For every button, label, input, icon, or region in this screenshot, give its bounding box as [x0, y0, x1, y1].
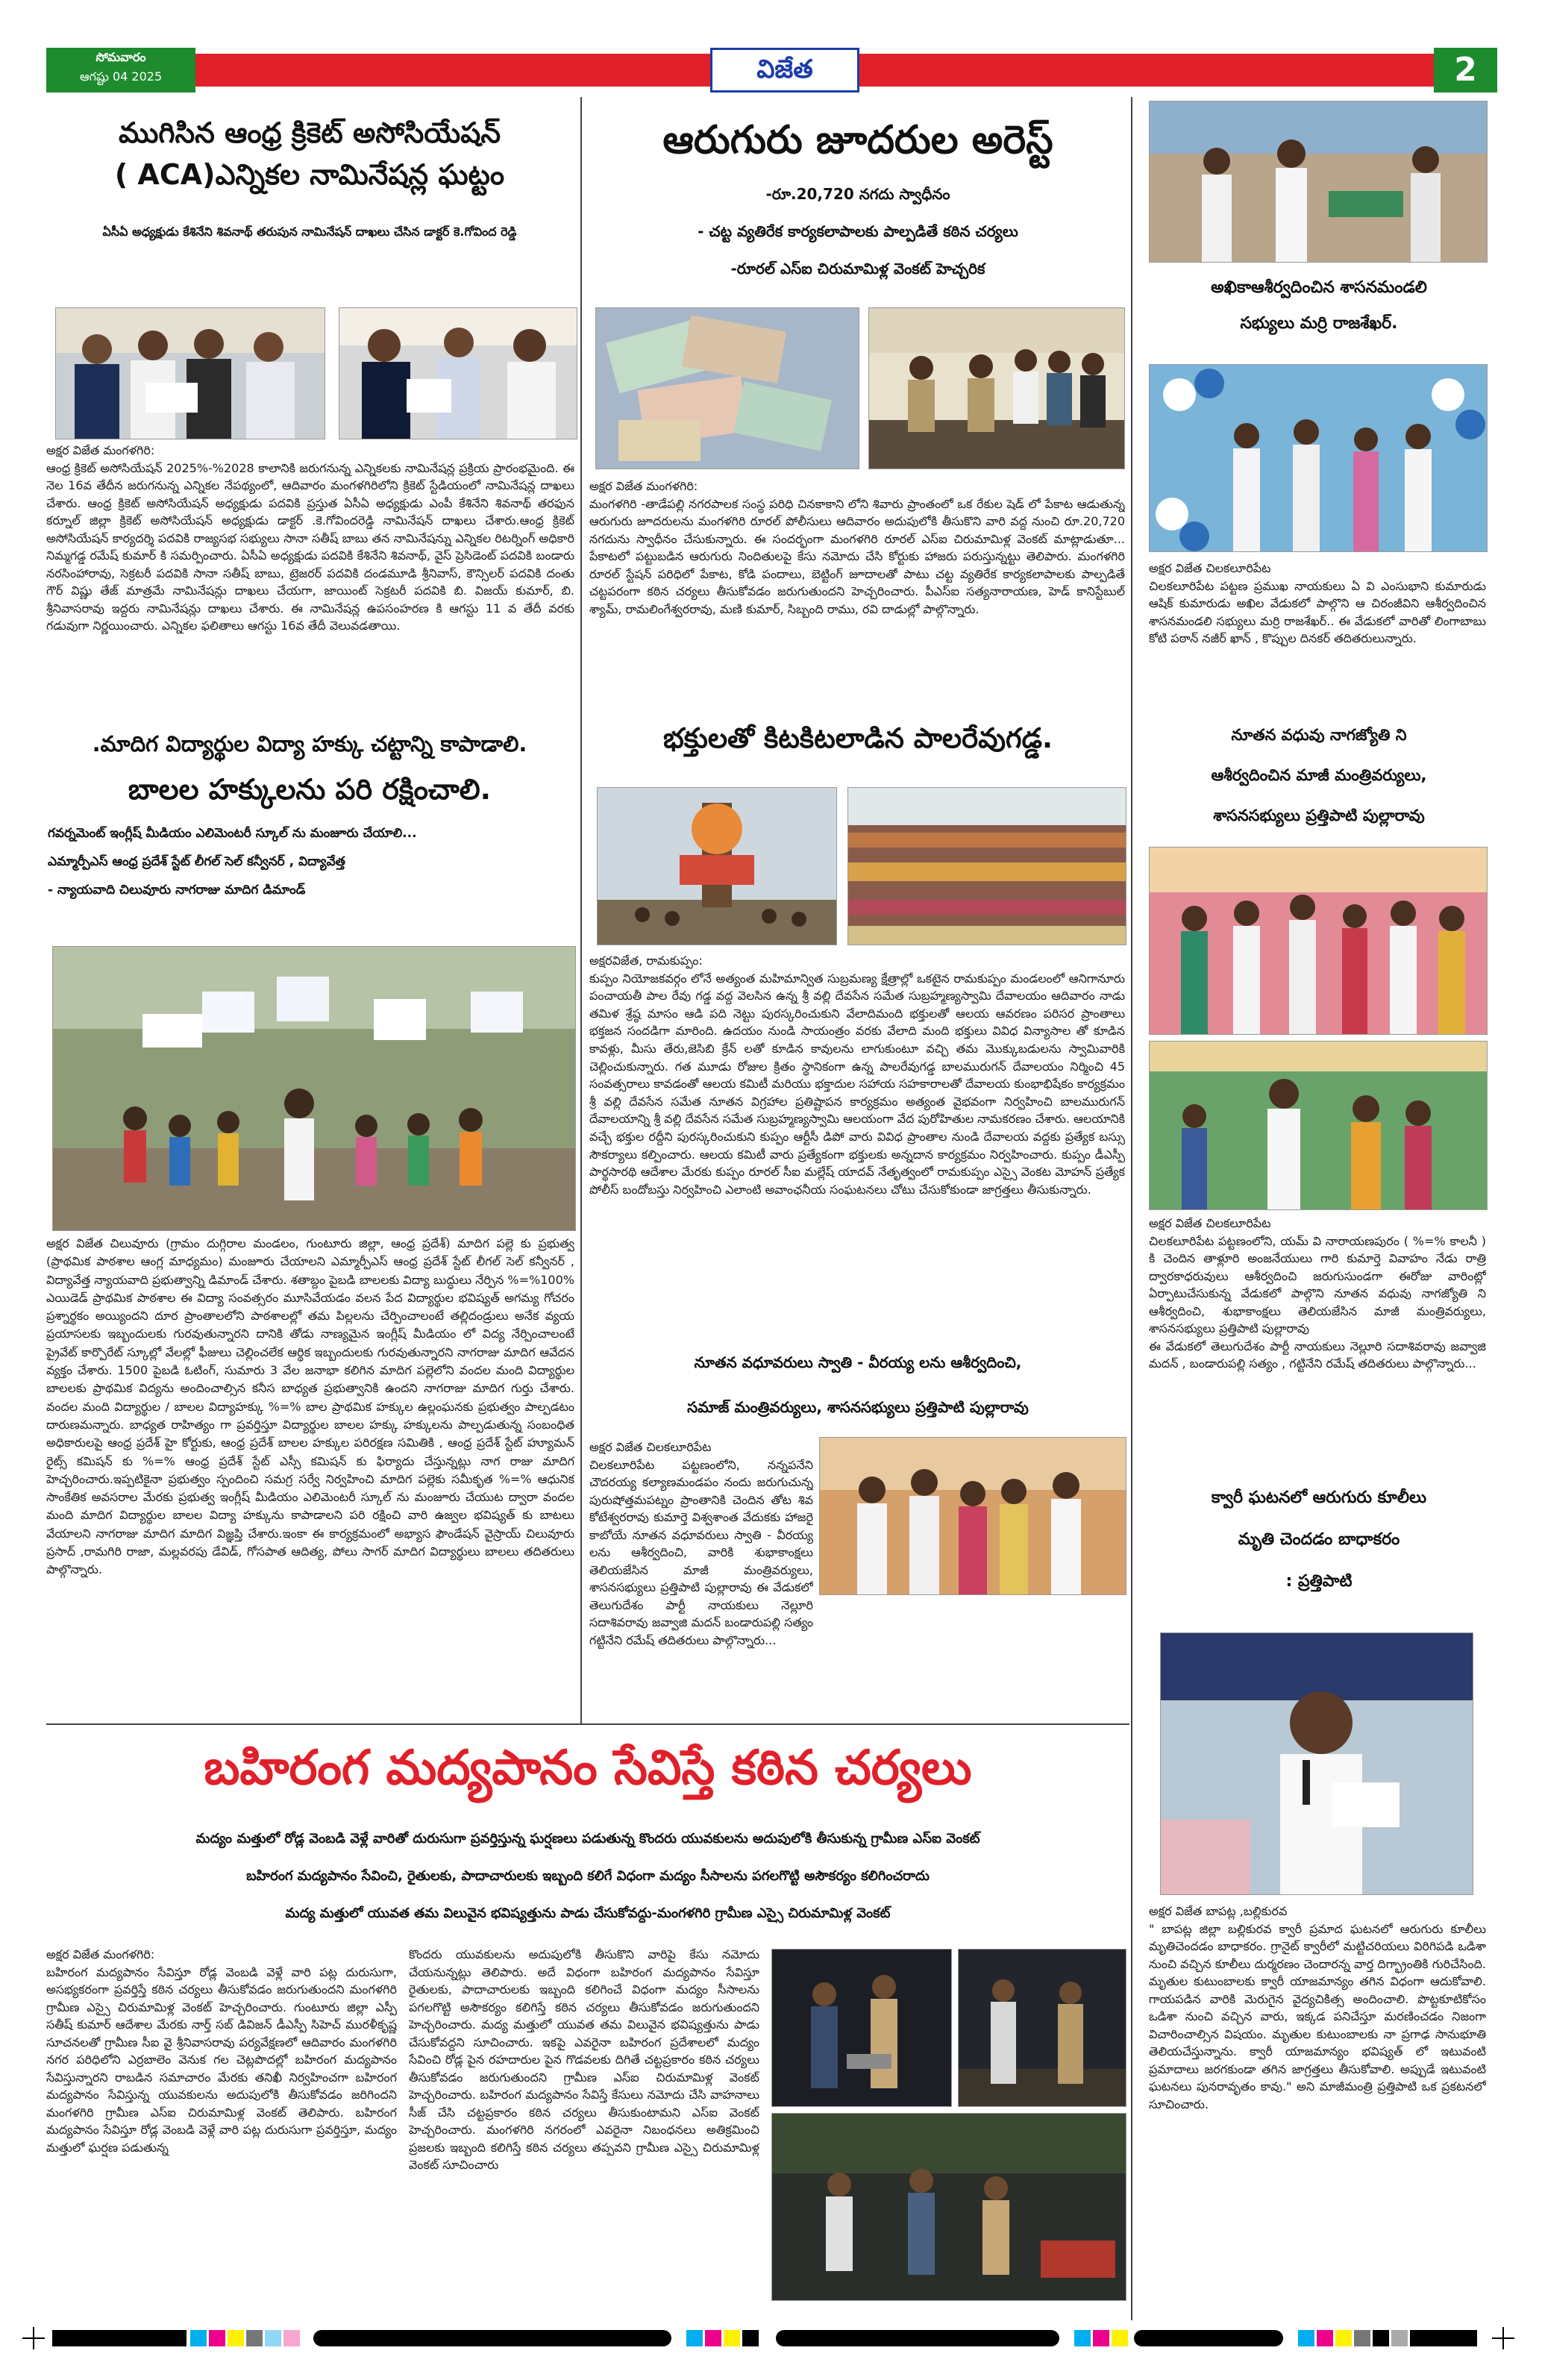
aca-subline: ఏసీఏ అధ్యక్షుడు కేశినేని శివనాథ్ తరుపున నామినేషన్ దాఖలు చేసిన డాక్టర్ కె.గోవింద రెడ్డి	[102, 225, 517, 239]
day-label: సోమవారం	[95, 50, 146, 64]
devotees-headline: భక్తులతో కిటకిటలాడిన పాలరేవుగడ్డ.	[662, 722, 1053, 754]
aca-body: అక్షర విజేత మంగళగిరి: ఆంధ్ర క్రికెట్ అసోసియేషన్ 2025%-%2028 కాలానికి జరుగనున్న ఎన్నికలకు నామినేషన్ల ప్రక్రియ ప్రారంభమైంది. ఈ నెల 16వ తేదీన జరుగనున్న ఎన్నికల నేపథ్యంలో, ఆదివారం మంగళగిరిలోని క్రికెట్ స్టేడియంలో నామినేషన్ల దాఖలు చేశారు. ఆంధ్ర క్రికెట్ అసోసియేషన్ అధ్యక్షుడు పదవికి ప్రస్తుత ఏసీఏ అధ్యక్షుడు ఎంపీ కేశినేని శివనాథ్ తరఫున కర్నూల్ జిల్లా క్రికెట్ అసోసియేషన్ అధ్యక్షుడు డాక్టర్ .కె.గోవిందరెడ్డి నామినేషన్ దాఖలు చేశారు.ఆంధ్ర క్రికెట్ అసోసియేషన్ కార్యదర్శి పదవికి రాజ్యసభ సభ్యులు సానా సతీష్ బాబు తన నామినేషన్ను ఎన్నికల రిటర్నింగ్ అధికారి నిమ్మగడ్డ రమేష్ కుమార్ కి సమర్పించారు. ఏసీఏ అధ్యక్షుడు పదవికి కేశినేని శివనాథ్, వైస్ ప్రెసిడెంట్ పదవికి బండారు నరసింహారావు, సెక్రటరీ పదవికి సానా సతీష్ బాబు, ట్రెజరర్ పదవికి దండమూడి శ్రీనివాస్, కౌన్సిలర్ పదవికి దంతు గౌర్ విష్ణు తేజ్ మాత్రమే నామినేషన్లు దాఖలు చేయగా, జాయింట్ సెక్రటరీ పదవికి బి. విజయ్ కుమార్, బి. శ్రీనివాసరావు ఇద్దరు నామినేషన్లు దాఖలు చేశారు. ఈ నామినేషన్ల ఉపసంహరణ కి ఆగస్టు 11 వ తేదీ వరకు గడువుగా నిర్ణయించారు. ఎన్నికల ఫలితాలు ఆగస్టు 16వ తేదీ వెలువడతాయి.	[46, 443, 574, 633]
couple-body-tail	[819, 1598, 1125, 1600]
logo	[710, 48, 859, 93]
page-number-box	[1434, 48, 1497, 93]
couple-caption-2: సమాజ్ మంత్రివర్యులు, శాసనసభ్యులు ప్రత్తిపాటి పుల్లారావు	[687, 1398, 1029, 1416]
gamblers-subheads: -రూ.20,720 నగదు స్వాధీనం - చట్ట వ్యతిరేక కార్యకలాపాలకు పాల్పడితే కఠిన చర్యలు -రూరల్ ఎస్ఐ చిరుమామిళ్ల వెంకట్ హెచ్చరిక	[698, 185, 1018, 278]
logo-text: విజేత	[756, 54, 813, 84]
aca-headline: ముగిసిన ఆంధ్ర క్రికెట్ అసోసియేషన్ ( ACA)ఎన్నికల నామినేషన్ల ఘట్టం	[114, 116, 505, 191]
liquor-body-col1: అక్షర విజేత మంగళగిరి: బహిరంగ మద్యపానం సేవిస్తూ రోడ్ల వెంబడి వెళ్లే వారి పట్ల దురుసుగా, అసభ్యకరంగా ప్రవర్తిస్తే కఠిన చర్యలు తీసుకోవడం జరుగుతుందని మంగళగిరి గ్రామీణ ఎస్సై చిరుమామిళ్ల వెంకట్ హెచ్చరించారు. గుంటూరు జిల్లా ఎస్పీ సతీష్ కుమార్ ఆదేశాల మేరకు నార్త్ సబ్ డివిజన్ డీఎస్పీ సిహెచ్ మురళీకృష్ణ సూచనలతో గ్రామీణ సీఐ వై శ్రీనివాసరావు పర్యవేక్షణలో ఆదివారం మంగళగిరి నగర పరిధిలోని ఎర్రబాలెం వెనుక గల చెట్లపొదల్లో బహిరంగ మద్యపానం సేవిస్తున్నారని రాబడిన సమాచారం మేరకు తనిఖీ నిర్వహించగా బహిరంగ మద్యపానం సేవిస్తున్న యువకులను అదుపులోకి తీసుకోవడం జరిగిందని మంగళగిరి గ్రామీణ ఎస్ఐ చిరుమామిళ్ల వెంకట్ తెలిపారు. బహిరంగ మద్యపానం సేవిస్తూ రోడ్ల వెంబడి వెళ్లే వారి పట్ల దురుసుగా ప్రవర్తిస్తూ, మద్యం మత్తులో ఘర్షణ పడుతున్న	[46, 1947, 397, 2155]
date-box	[46, 48, 195, 93]
bride-caption: నూతన వధువు నాగజ్యోతి ని ఆశీర్వదించిన మాజీ మంత్రివర్యులు, శాసనసభ్యులు ప్రత్తిపాటి పుల్లారావు	[1211, 726, 1427, 824]
date-label: ఆగష్టు 04 2025	[79, 69, 163, 84]
aca-photo-1	[55, 307, 325, 439]
bride-body: అక్షర విజేత చిలకలూరిపేట చిలకలూరిపేట పట్టణంలోని, యమ్ వి నారాయణపురం ( %=% కాలనీ ) కి చెందిన తాళ్లూరి అంజనేయులు గారి కుమార్తె వివాహం నేడు రాత్రి ద్వారకాధరువులు ఆశీర్వదించి జరుగుసుండగా ఈరోజు వారింట్లో ఏర్పాటుచేసుకున్న వేడుకలో పాల్గొని నూతన వధువు నాగజ్యోతి ని ఆశీర్వదించి, శుభాకాంక్షలు తెలియజేసిన మాజీ మంత్రివర్యులు, శాసనసభ్యులు ప్రత్తిపాటి పుల్లారావు ఈ వేడుకలో తెలుగుదేశం పార్టీ నాయకులు నెల్లూరి సదాశివరావు జవ్వాజి మదన్ , బండారుపల్లి సత్యం , గట్టినేని రమేష్ తదితరులు పాల్గొన్నారు...	[1149, 1216, 1486, 1371]
cash-seized-photo	[595, 307, 859, 469]
couple-body: అక్షర విజేత చిలకలూరిపేట చిలకలూరిపేట పట్టణంలోని, నన్నపనేని చౌదరయ్య కల్యాణమండపం నందు జరుగుచున్న పురుషోత్తమపట్నం ప్రాంతానికి చెందిన తోట శివ కోటేశ్వరరావు కుమార్తె విశ్వశాంత వేదుకకు హాజరై కాబోయే నూతన వధూవరులు స్వాతి - వీరయ్య లను ఆశీర్వదించి, వారికి శుభాకాంక్షలు తెలియజేసిన మాజీ మంత్రివర్యులు, శాసనసభ్యులు ప్రత్తిపాటి పుల్లారావు ఈ వేడుకలో తెలుగుదేశం పార్టీ నాయకులు నెల్లూరి సదాశివరావు జవ్వాజి మదన్ బండారుపల్లి సత్యం గట్టినేని రమేష్ తదితరులు పాల్గొన్నారు...	[589, 1440, 813, 1647]
liquor-headline: బహిరంగ మద్యపానం సేవిస్తే కఠిన చర్యలు	[204, 1741, 972, 1796]
quarry-body: అక్షర విజేత బాపట్ల ,బల్లికురవ " బాపట్ల జిల్లా బల్లికురవ క్వారీ ప్రమాద ఘటనలో ఆరుగురు కూలీలు మృతిచెందడం బాధాకరం. గ్రానైట్ క్వారీలో మట్టిచరియలు విరిగిపడి ఒడిశా నుంచి వచ్చిన కూలీలు దుర్మరణం చెందారన్న వార్త దిగ్భ్రాంతికి గురిచేసింది. మృతుల కుటుంబాలకు క్వారీ యాజమాన్యం తగిన విధంగా ఆదుకోవాలి. గాయపడిన వారికి మెరుగైన వైద్యచికిత్స అందించాలి. పొట్టకూటికోసం ఒడిశా నుంచి వచ్చిన వారు, ఇక్కడ పనిచేస్తూ మరణించడం నిజంగా విచారించాల్సిన విషయం. మృతుల కుటుంబాలకు నా ప్రగాఢ సానుభూతి తెలియచేస్తున్నాను. క్వారీ యాజమాన్యం భవిష్యత్ లో ఇటువంటి ప్రమాదాలు జరగకుండా తగిన జాగ్రత్తలు తీసుకోవాలి. అప్పుడే ఇటువంటి ఘటనలు పునరావృతం కావు." అని మాజీమంత్రి ప్రత్తిపాటి ఒక ప్రకటనలో సూచించారు.	[1149, 1904, 1486, 2111]
quarry-caption: క్వారీ ఘటనలో ఆరుగురు కూలీలు మృతి చెందడం బాధాకరం : ప్రత్తిపాటి	[1211, 1488, 1427, 1591]
liquor-subheads: మద్యం మత్తులో రోడ్ల వెంబడి వెళ్లే వారితో దురుసుగా ప్రవర్తిస్తున్న ఘర్షణలు పడుతున్న కొందరు యువకులను అదుపులోకి తీసుకున్న గ్రామీణ ఎస్ఐ వెంకట్ బహిరంగ మద్యపానం సేవించి, రైతులకు, పాదాచారులకు ఇబ్బంది కలిగే విధంగా మద్యం సీసాలను పగలగొట్టి అసౌకర్యం కలిగించరాదు మద్య మత్తులో యువత తమ విలువైన భవిష్యత్తును పాడు చేసుకోవద్దు-మంగళగిరి గ్రామీణ ఎస్సై చిరుమామిళ్ల వెంకట్	[195, 1831, 980, 1921]
page-number: 2	[1454, 51, 1477, 89]
aca-photo-2	[339, 307, 577, 439]
children-subheads: గవర్నమెంట్ ఇంగ్లీష్ మీడియం ఎలిమెంటరీ స్కూల్ ను మంజూరు చేయాలి... ఎమ్మార్పీఎస్ ఆంధ్ర ప్రదేశ్ స్టేట్ లీగల్ సెల్ కన్వీనర్ , విద్యావేత్త - న్యాయవాది చిలువూరు నాగరాజు మాదిగ డిమాండ్	[48, 826, 417, 898]
bride-photo-1	[1149, 847, 1488, 1035]
crowd-photo	[847, 787, 1126, 945]
children-protest-photo	[52, 946, 576, 1231]
birthday-photo	[1149, 364, 1488, 552]
couple-caption-1: నూతన వధూవరులు స్వాతి - వీరయ్య లను ఆశీర్వదించి,	[694, 1353, 1022, 1371]
gamblers-headline: ఆరుగురు జూదరుల అరెస్ట్	[662, 118, 1053, 163]
birthday-body: అక్షర విజేత చిలకలూరిపేట చిలకలూరిపేట పట్టణ ప్రముఖ నాయకులు ఏ వి ఎంసుభాని కుమారుడు ఆషిక్ కుమారుడు అఖిల వేడుకలో పాల్గొని ఆ చిరంజీవిని ఆశీర్వదించిన శాసనమండలి సభ్యులు మర్రి రాజశేఖర్.. ఈ వేడుకలో వారితో లింగాబాబు కోటి పఠాన్ నజీర్ ఖాన్ , కొప్పుల దినకర్ తదితరులున్నారు.	[1149, 561, 1486, 645]
section-divider	[46, 1723, 1129, 1725]
column-divider	[580, 97, 582, 1723]
police-raid-photo-2	[958, 1949, 1126, 2107]
police-raid-photo-1	[771, 1949, 952, 2107]
masthead	[46, 48, 1497, 93]
temple-chariot-photo	[597, 787, 837, 945]
police-raid-photo-3	[771, 2113, 1126, 2301]
children-headline-2: బాలల హక్కులను పరి రక్షించాలి.	[128, 773, 492, 806]
wedding-couple-photo	[819, 1437, 1126, 1595]
blessing-caption-1: అఖికాఆశీర్వదించిన శాసనమండలి సభ్యులు మర్రి రాజశేఖర్.	[1211, 278, 1427, 333]
devotees-body: అక్షరవిజేత, రామకుప్పం: కుప్పం నియోజకవర్గం లోనే అత్యంత మహిమాన్విత సుబ్రమణ్య క్షేత్రాల్లో ఒకటైన రామకుప్పం మండలంలో ఆనిగానూరు పంచాయతీ పాల రేవు గడ్డ వద్ద వెలసిన ఉన్న శ్రీ వల్లి దేవసేన సమేత సుబ్రహ్మణ్యస్వామి దేవాలయం ఆదివారం నాడు తమిళ శ్రేష్ఠ మాసం ఆడి పది నెట్టు పురస్కరించుకుని వేలాదిమంది భక్తులతో ఆలయ ఆవరణం పరిసర ప్రాంతాలు భక్తజన సందడిగా మారింది. ఉదయం నుండి సాయంత్రం వరకు వేలాది మంది భక్తులు వివిధ విన్యాసాల తో కూడిన కావళ్లు, మీసు తేరు,జెసిబి క్రేన్ లతో కూడిన కావులను లాగుకుంటూ వచ్చి తమ మొక్కుబడులను స్వామివారికి చెల్లించుకున్నారు. గత మూడు రోజుల క్రితం స్థానికంగా ఉన్న పాలరేవుగడ్డ బాలమురుగన్ దేవాలయం నిర్మించి 45 సంవత్సరాలు కావడంతో ఆలయ కమిటీ మరియు భక్తాదుల సహాయ సహకారాలతో దేవాలయ కుంభాభిషేకం కార్యక్రమం శ్రీ వల్లి దేవసేన సమేత నూతన విగ్రహాల ప్రతిష్టాపన కార్యక్రమం అత్యంత వైభవంగా నిర్వహించి బాలమురుగన్ దేవాలయాన్ని శ్రీ వల్లి దేవసేన సమేత సుబ్రహ్మణ్యస్వామి ఆలయంగా వేద పురోహితుల నామకరణం చేశారు. ఆలయానికి వచ్చే భక్తుల రద్దీని పురస్కరించుకుని కుప్పం ఆర్టీసీ డిపో వారు వివిధ ప్రాంతాల నుండి దేవాలయ వద్దకు ప్రత్యేక బస్సు సౌకర్యాలు కల్పించారు. ఆలయ కమిటీ వారు ప్రత్యేకంగా భక్తులకు అన్నదాన కార్యక్రమం నిర్వహించారు. కుప్పం డీఎస్పీ పార్థసారథి ఆదేశాల మేరకు కుప్పం రూరల్ సీఐ మల్లేష్ యాదవ్ నేతృత్వంలో రామకుప్పం ఎస్సై వెంకట మోహన్ ప్రత్యేక పోలీస్ బందోబస్తు నిర్వహించి ఎలాంటి అవాంఛనీయ సంఘటనలు చోటు చేసుకోకుండా జాగ్రత్తలు తీసుకున్నారు.	[589, 953, 1125, 1197]
children-body: అక్షర విజేత చిలువూరు (గ్రామం దుగ్గిరాల మండలం, గుంటూరు జిల్లా, ఆంధ్ర ప్రదేశ్) మాదిగ పల్లె కు ప్రభుత్వ (ప్రాథమిక పాఠశాల ఆంగ్ల మాధ్యమం) మంజూరు చేయాలని ఎమ్మార్పీఎస్ ఆంధ్ర ప్రదేశ్ స్టేట్ లీగల్ సెల్ కన్వీనర్ , విద్యావేత్త న్యాయవాది ప్రభుత్వాన్ని డిమాండ్ చేశారు. శతాబ్దం పైబడి బాలలకు విద్యా బుద్ధులు నేర్పిన %=%100% ఎయిడెడ్ ప్రాథమిక పాఠశాల ఈ విద్యా సంవత్సరం మూసివేయడం వలన పేద విద్యార్థుల భవిష్యత్ అగమ్య గోచరం ప్రశ్నార్థకం అయ్యిందని దూర ప్రాంతాలలోని పాఠశాలల్లో తమ పిల్లలను చేర్పించాలంటే తల్లిదండ్రులు అనేక వ్యయ ప్రయాసలకు ఇబ్బందులకు గురవుతున్నారని దానికి తోడు నాణ్యమైన ఇంగ్లీష్ మీడియం లో విద్య నేర్పించాలంటే ప్రైవేట్ కార్పొరేట్ స్కూల్లో వేలల్లో ఫీజులు చెల్లించలేక ఆర్థిక ఇబ్బందులకు గురవుతున్నారని నాగరాజు మాదిగ ఆవేదన వ్యక్తం చేశారు. 1500 పైబడి ఓటింగ్, సుమారు 3 వేల జనాభా కలిగిన మాదిగ పల్లెలోని వందల మంది విద్యార్థుల బాలలకు ప్రాథమిక విద్యను అందించాల్సిన కనీస బాధ్యత ప్రభుత్వానికి ఉందని నాగరాజు మాదిగ గుర్తు చేశారు. వందల మంది విద్యార్థుల / బాలల విద్యాహక్కు %=% బాల ప్రాథమిక హక్కుల ఉల్లంఘనకు ప్రభుత్వం పాల్పడటం దారుణమన్నారు. బాధ్యత రాహిత్యం గా ప్రవర్తిస్తూ విద్యార్థుల బాలల హక్కు హక్కులను పాల్పడుతున్న సంబంధిత అధికారులపై ఆంధ్ర ప్రదేశ్ హై కోర్టుకు, ఆంధ్ర ప్రదేశ్ బాలల హక్కుల పరిరక్షణ సమితికి , ఆంధ్ర ప్రదేశ్ స్టేట్ హ్యూమన్ రైట్స్ కమిషన్ కు %=% ఆంధ్ర ప్రదేశ్ స్టేట్ ఎస్సీ కమిషన్ కు ఫిర్యాదు చేస్తున్నట్లు నాగ రాజు మాదిగ హెచ్చరించారు.ఇప్పటికైనా ప్రభుత్వం స్పందించి సమగ్ర సర్వే నిర్వహించి మాదిగ పల్లెకు సమీకృత %=% ఆధునిక సాంకేతిక అవసరాల మేరకు ప్రభుత్వ ఇంగ్లీష్ మీడియం ఎలిమెంటరీ స్కూల్ ను మంజూరు చేయుట ద్వారా వందల మంది మాదిగ విద్యార్థుల బాలల విద్యా హక్కును కాపాడాలని పరి రక్షించి వారి ఉజ్వల భవిష్యత్ కు బాటలు వేయాలని నాగరాజు మాదిగ మాదిగ విజ్ఞప్తి చేశారు.ఇంకా ఈ కార్యక్రమంలో అభ్యాస ఫౌండేషన్ వైస్రాయ్ చిలువూరు ప్రసాద్ ,రామగిరి రాజా, మల్లవరపు డేవిడ్, గోసపాత ఆదిత్య, పోలు సాగర్ మాదిగ విద్యార్థులు బాలలు తదితరులు పాల్గొన్నారు.	[46, 1236, 574, 1577]
prathipati-speech-photo	[1160, 1632, 1473, 1895]
gamblers-body: అక్షర విజేత మంగళగిరి: మంగళగిరి -తాడేపల్లి నగరపాలక సంస్థ పరిధి చినకాకాని లోని శివారు ప్రాంతంలో ఒక రేకుల షెడ్ లో పేకాట ఆడుతున్న ఆరుగురు జూదరులను మంగళగిరి రూరల్ పోలీసులు ఆదివారం అదుపులోకి తీసుకొని వారి వద్ద నుంచి రూ.20,720 నగదును స్వాధీనం చేసుకున్నారు. ఈ సందర్భంగా మంగళగిరి రూరల్ ఎస్ఐ చిరుమామిళ్ల వెంకట్ మాట్లాడుతూ... పేకాటలో పట్టుబడిన ఆరుగురు నిందితులపై కేసు నమోదు చేసి కోర్టుకు హాజరు పరుస్తున్నట్టు తెలిపారు. మంగళగిరి రూరల్ స్టేషన్ పరిధిలో పేకాట, కోడి పందాలు, బెట్టింగ్ జూదాలతో పాటు చట్ట వ్యతిరేక కార్యకలాపాలకు పాల్పడితే చట్టపరంగా కఠిన చర్యలు తీసుకోవడం జరుగుతుందని హెచ్చరించారు. పీఎస్ఐ సత్యనారాయణ, హెడ్ కానిస్టేబుల్ శ్యామ్, రామలింగేశ్వరరావు, మణి కుమార్, సిబ్బంది రాము, రవి దాడుల్లో పాల్గొన్నారు.	[589, 479, 1125, 616]
blessing-photo-1	[1149, 101, 1488, 263]
column-divider	[1131, 97, 1132, 2320]
print-color-bar	[0, 2324, 1542, 2354]
liquor-body-col2: కొందరు యువకులను అదుపులోకి తీసుకొని వారిపై కేసు నమోదు చేయనున్నట్లు తెలిపారు. అదే విధంగా బహిరంగ మద్యపానం సేవిస్తూ రైతులకు, పాదాచారులకు ఇబ్బంది కలిగించే విధంగా మద్యం సీసాలను పగలగొట్టి అసౌకర్యం కలిగిస్తే కఠిన చర్యలు తీసుకోవడం జరుగుతుందని హెచ్చరించారు. మద్య మత్తులో యువత తమ విలువైన భవిష్యత్తును పాడు చేసుకోవద్దని సూచించారు. ఇకపై ఎవరైనా బహిరంగ ప్రదేశాలలో మద్యం సేవించి రోడ్ల పైన రహదారుల పైన గొడవలకు దిగితే చట్టప్రకారం కఠిన చర్యలు తీసుకోవడం జరుగుతుందని గ్రామీణ ఎస్ఐ చిరుమామిళ్ల వెంకట్ హెచ్చరించారు. బహిరంగ మద్యపానం సేవిస్తే కేసులు నమోదు చేసి వాహనాలు సీజ్ చేసి చట్టప్రకారం కఠిన చర్యలు తీసుకుంటామని ఎస్ఐ వెంకట్ హెచ్చరించారు. మంగళగిరి నగరంలో ఎవరైనా నిబంధనలు అతిక్రమించి ప్రజలకు ఇబ్బంది కలిగిస్తే కఠిన చర్యలు తప్పవని గ్రామీణ ఎస్సై చిరుమామిళ్ల వెంకట్ సూచించారు	[409, 1947, 759, 2172]
bride-photo-2	[1149, 1041, 1488, 1210]
children-headline-1: .మాదిగ విద్యార్థుల విద్యా హక్కు చట్టాన్ని కాపాడాలి.	[92, 731, 527, 757]
police-station-photo	[868, 307, 1125, 469]
